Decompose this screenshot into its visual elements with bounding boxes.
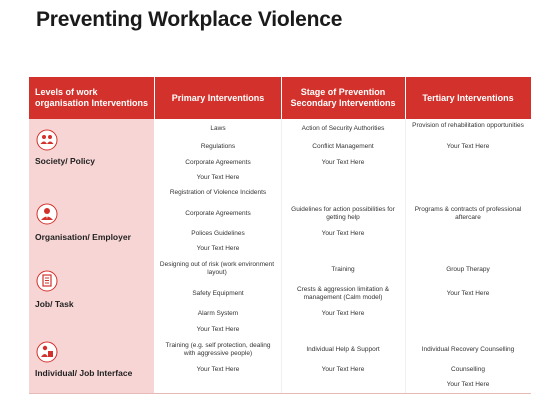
secondary-cell: Your Text Here (321, 159, 365, 166)
secondary-cell: Crests & aggression limitation & management (Calm model) (296, 286, 390, 301)
tertiary-cell: Programs & contracts of professional aftercare (414, 206, 522, 221)
primary-cell: Your Text Here (196, 174, 240, 181)
row-label-society-policy: Society/ Policy (35, 156, 95, 166)
primary-cell: Corporate Agreements (185, 159, 251, 166)
tertiary-cell: Your Text Here (446, 381, 490, 388)
secondary-cell: Your Text Here (321, 230, 365, 237)
primary-cell: Your Text Here (196, 326, 240, 333)
worker-icon (36, 341, 58, 363)
row-label-job-task: Job/ Task (35, 299, 74, 309)
primary-cell: Laws (210, 125, 226, 132)
row-label-individual-job-interface: Individual/ Job Interface (35, 368, 133, 378)
secondary-cell: Training (331, 266, 355, 273)
secondary-cell: Your Text Here (321, 366, 365, 373)
checklist-icon (36, 270, 58, 292)
tertiary-cell: Provision of rehabilitation opportunities (412, 122, 524, 129)
header-secondary: Stage of Prevention Secondary Interventions (290, 87, 396, 108)
primary-cell: Alarm System (197, 310, 239, 317)
employee-icon (36, 203, 58, 225)
tertiary-cell: Individual Recovery Counselling (421, 346, 515, 353)
header-levels: Levels of work organisation Interventions (35, 87, 149, 108)
primary-cell: Polices Guidelines (191, 230, 245, 237)
header-primary: Primary Interventions (171, 92, 265, 103)
row-label-organisation-employer: Organisation/ Employer (35, 232, 131, 242)
secondary-cell: Conflict Management (312, 143, 374, 150)
primary-cell: Registration of Violence Incidents (169, 189, 267, 196)
levels-column (29, 119, 154, 394)
primary-cell: Designing out of risk (work environment layout) (159, 261, 275, 276)
header-tertiary: Tertiary Interventions (422, 92, 514, 103)
tertiary-cell: Group Therapy (446, 266, 490, 273)
secondary-cell: Guidelines for action possibilities for getting help (291, 206, 395, 221)
table-header (29, 77, 531, 119)
people-icon (36, 129, 58, 151)
interventions-table (29, 77, 531, 394)
table-bottom-border (29, 393, 531, 394)
page-title: Preventing Workplace Violence (36, 8, 343, 31)
secondary-cell: Individual Help & Support (306, 346, 380, 353)
tertiary-cell: Your Text Here (446, 143, 490, 150)
primary-cell: Regulations (200, 143, 236, 150)
tertiary-cell: Counselling (451, 366, 485, 373)
primary-cell: Corporate Agreements (185, 210, 251, 217)
primary-cell: Your Text Here (196, 366, 240, 373)
primary-cell: Safety Equipment (192, 290, 244, 297)
primary-cell: Training (e.g. self protection, dealing with aggressive people) (165, 342, 271, 357)
secondary-cell: Action of Security Authorities (301, 125, 385, 132)
tertiary-cell: Your Text Here (446, 290, 490, 297)
primary-cell: Your Text Here (196, 245, 240, 252)
secondary-cell: Your Text Here (321, 310, 365, 317)
